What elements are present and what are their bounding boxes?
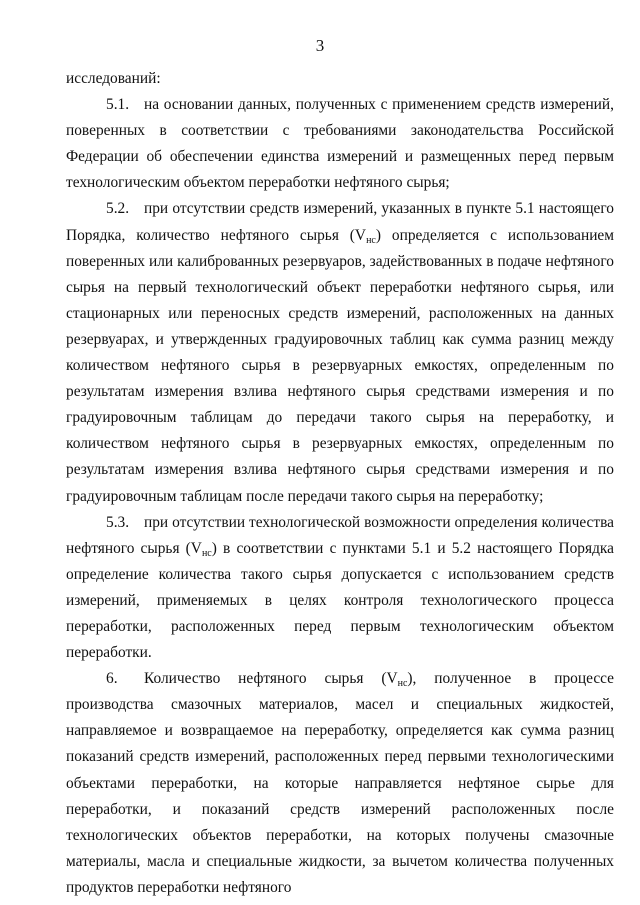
subscript: нс (201, 547, 212, 559)
clause-text-before: при отсутствии средств измерений, указанных в пункте 5.1 настоящего Порядка, количество нефтяного сырья (V (66, 200, 614, 244)
page-number: 3 (315, 36, 325, 55)
document-body (66, 66, 614, 901)
clause-text-before: Количество нефтяного сырья (V (144, 670, 398, 688)
clause-number: 5.2. (106, 200, 130, 218)
clause-number: 6. (106, 670, 118, 688)
clause-text-before: при отсутствии технологической возможности определения количества нефтяного сырья (V (66, 513, 614, 557)
clause-5-1 (66, 92, 614, 196)
subscript: нс (397, 678, 408, 690)
clause-number: 5.3. (106, 513, 130, 531)
clause-number: 5.1. (106, 96, 130, 114)
clause-5-3 (66, 510, 614, 667)
clause-text: на основании данных, полученных с применением средств измерений, поверенных в соответствии с требованиями законодательства Российской Федерации об обеспечении единства измерений и размещенных перед первым технологическим объектом переработки нефтяного сырья; (66, 96, 614, 192)
clause-text-after: ) определяется с использованием поверенных или калиброванных резервуаров, задействованных в подаче нефтяного сырья на первый технологический объект переработки нефтяного сырья, или стационарных или переносных средств измерений, расположенных на данных резервуарах, и утвержденных градуировочных таблиц как сумма разниц между количеством нефтяного сырья в резервуарных емкостях, определенным по результатам измерения взлива нефтяного сырья средствами измерения и по градуировочным таблицам до передачи такого сырья на переработку, и количеством нефтяного сырья в резервуарных емкостях, определенным по результатам измерения взлива нефтяного сырья средствами измерения и по градуировочным таблицам после передачи такого сырья на переработку; (66, 226, 615, 505)
continuation-line: исследований: (66, 70, 161, 87)
clause-text-after: ), полученное в процессе производства смазочных материалов, масел и специальных жидкостей, направляемое и возвращаемое на переработку, определяется как сумма разниц показаний средств измерений, расположенных перед первыми технологическими объектами переработки, на которые направляется нефтяное сырье для переработки, и показаний средств измерений расположенных после технологических объектов переработки, на которых получены смазочные материалы, масла и специальные жидкости, за вычетом количества полученных продуктов переработки нефтяного (66, 670, 614, 896)
subscript: нс (366, 234, 376, 246)
clause-text-after: ) в соответствии с пунктами 5.1 и 5.2 настоящего Порядка определение количества такого сырья допускается с использованием средств измерений, применяемых в целях контроля технологического процесса переработки, расположенных перед первым технологическим объектом переработки. (66, 539, 614, 662)
clause-6 (66, 666, 614, 901)
clause-5-2 (66, 196, 614, 509)
